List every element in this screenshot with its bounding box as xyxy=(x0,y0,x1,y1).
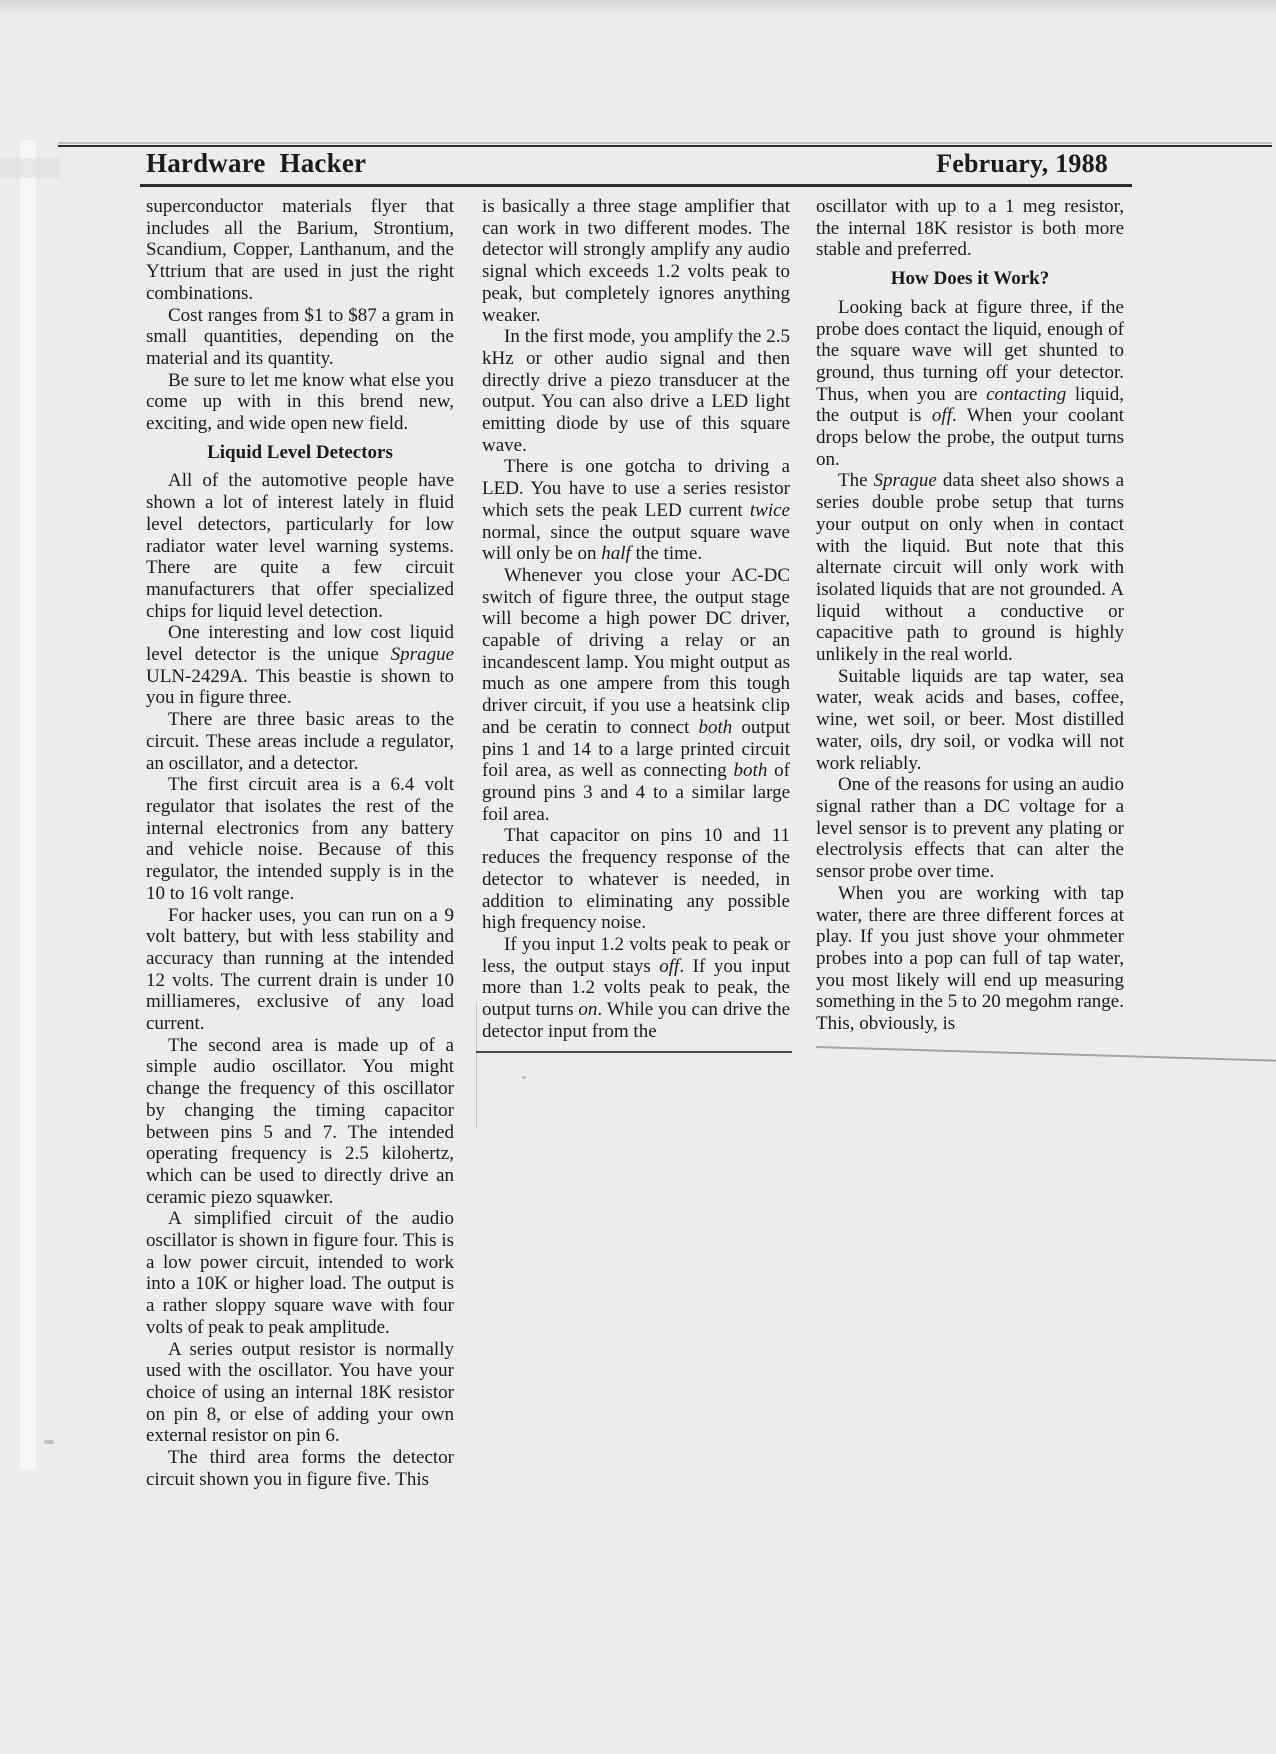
scan-artifact xyxy=(44,1440,54,1444)
paragraph: Looking back at figure three, if the probe does contact the liquid, enough of the square wave will get shunted to ground, thus turning off your detector. Thus, when you are contacting liquid, the output is off. When your coolant drops below the probe, the output turns on. xyxy=(816,296,1124,470)
paragraph: In the first mode, you amplify the 2.5 kHz or other audio signal and then directly drive a piezo transducer at the output. You can also drive a LED light emitting diode by use of this square wave. xyxy=(482,326,790,456)
paragraph: One interesting and low cost liquid level detector is the unique Sprague ULN-2429A. This beastie is shown to you in figure three. xyxy=(146,622,454,709)
column-end-rule xyxy=(476,1051,792,1053)
paragraph: Cost ranges from $1 to $87 a gram in small quantities, depending on the material and its quantity. xyxy=(146,304,454,369)
paragraph: The first circuit area is a 6.4 volt regulator that isolates the rest of the internal electronics from any battery and vehicle noise. Because of this regulator, the intended supply is in the 10 to 16 volt range. xyxy=(146,774,454,904)
paragraph: The third area forms the detector circuit shown you in figure five. This xyxy=(146,1447,454,1490)
scan-edge-shadow xyxy=(0,0,1276,16)
issue-date: February, 1988 xyxy=(936,149,1108,178)
article-column-2 xyxy=(482,196,790,1053)
paragraph: There is one gotcha to driving a LED. You have to use a series resistor which sets the peak LED current twice normal, since the output square wave will only be on half the time. xyxy=(482,456,790,565)
column-end-rule xyxy=(816,1046,1276,1062)
paragraph: That capacitor on pins 10 and 11 reduces the frequency response of the detector to whatever is needed, in addition to eliminating any possible high frequency noise. xyxy=(482,825,790,934)
header-top-rule xyxy=(58,145,1272,147)
paragraph: A simplified circuit of the audio oscillator is shown in figure four. This is a low power circuit, intended to work into a 10K or higher load. The output is a rather sloppy square wave with four volts of peak to peak amplitude. xyxy=(146,1208,454,1338)
paragraph: If you input 1.2 volts peak to peak or less, the output stays off. If you input more than 1.2 volts peak to peak, the output turns on. While you can drive the detector input from the xyxy=(482,933,791,1042)
paragraph: is basically a three stage amplifier that can work in two different modes. The detector will strongly amplify any audio signal which exceeds 1.2 volts peak to peak, but completely ignores anything weaker. xyxy=(482,196,790,326)
paragraph: For hacker uses, you can run on a 9 volt battery, but with less stability and accuracy than running at the intended 12 volts. The current drain is under 10 milliameres, exclusive of any load current. xyxy=(146,904,454,1035)
article-column-1 xyxy=(146,196,454,1490)
paragraph: All of the automotive people have shown a lot of interest lately in fluid level detectors, particularly for low radiator water level warning systems. There are quite a few circuit manufacturers that offer specialized chips for liquid level detection. xyxy=(146,470,454,622)
article-column-3 xyxy=(816,196,1124,1048)
scan-artifact xyxy=(476,1002,477,1128)
section-heading: How Does it Work? xyxy=(890,268,1050,290)
paragraph: A series output resistor is normally used with the oscillator. You have your choice of using an internal 18K resistor on pin 8, or else of adding your own external resistor on pin 6. xyxy=(146,1338,454,1447)
paragraph: One of the reasons for using an audio signal rather than a DC voltage for a level sensor is to prevent any plating or electrolysis effects that can alter the sensor probe over time. xyxy=(816,774,1124,883)
scan-artifact xyxy=(522,1076,526,1079)
paragraph: superconductor materials flyer that includes all the Barium, Strontium, Scandium, Copper, Lanthanum, and the Yttrium that are used in just the right combinations. xyxy=(146,196,454,304)
paragraph: The Sprague data sheet also shows a series double probe setup that turns your output on only when in contact with the liquid. But note that this alternate circuit will only work with isolated liquids that are not grounded. A liquid without a conductive or capacitive path to ground is highly unlikely in the real world. xyxy=(816,470,1125,666)
section-heading: Liquid Level Detectors xyxy=(207,441,393,463)
header-bottom-rule xyxy=(140,184,1132,187)
paragraph: When you are working with tap water, there are three different forces at play. If you just shove your ohmmeter probes into a pop can full of tap water, you most likely will end up measuring something in the 5 to 20 megohm range. This, obviously, is xyxy=(816,882,1124,1035)
paragraph: Suitable liquids are tap water, sea water, weak acids and bases, coffee, wine, wet soil, or beer. Most distilled water, oils, dry soil, or vodka will not work reliably. xyxy=(816,665,1124,774)
paragraph: The second area is made up of a simple audio oscillator. You might change the frequency of this oscillator by changing the timing capacitor between pins 5 and 7. The intended operating frequency is 2.5 kilohertz, which can be used to directly drive an ceramic piezo squawker. xyxy=(146,1034,454,1208)
paragraph: There are three basic areas to the circuit. These areas include a regulator, an oscillator, and a detector. xyxy=(146,709,454,774)
publication-title: Hardware Hacker xyxy=(146,148,367,178)
paragraph: Whenever you close your AC-DC switch of figure three, the output stage will become a high power DC driver, capable of driving a relay or an incandescent lamp. You might output as much as one ampere from this tough driver circuit, if you use a heatsink clip and be ceratin to connect both output pins 1 and 14 to a large printed circuit foil area, as well as connecting both of ground pins 3 and 4 to a similar large foil area. xyxy=(482,564,790,825)
scan-artifact xyxy=(20,140,36,1470)
masthead xyxy=(146,148,1108,179)
paragraph: oscillator with up to a 1 meg resistor, the internal 18K resistor is both more stable and preferred. xyxy=(816,196,1124,261)
paragraph: Be sure to let me know what else you come up with in this brend new, exciting, and wide open new field. xyxy=(146,369,454,435)
scan-artifact xyxy=(0,158,60,178)
